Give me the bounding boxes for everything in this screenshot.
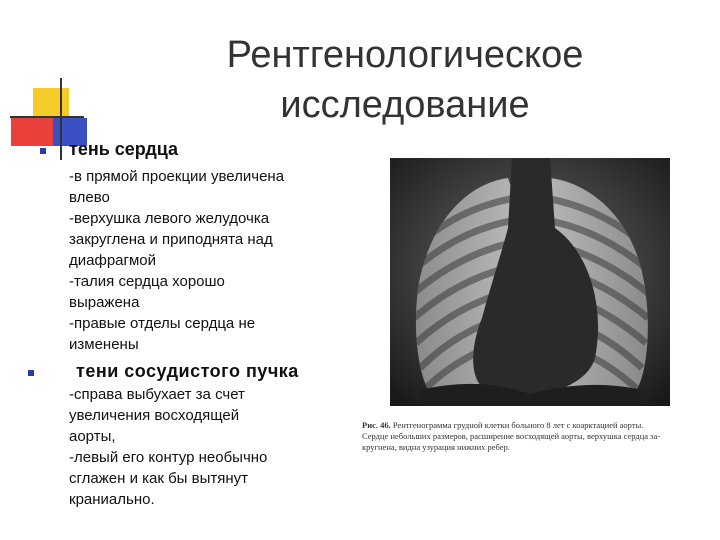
title-line-1: Рентгенологическое: [226, 34, 584, 76]
section-items-heart-shadow: [69, 166, 349, 355]
section-heading-heart-shadow: тень сердца: [69, 139, 179, 159]
bullet-marker: [40, 148, 46, 154]
caption-line-1: [362, 420, 692, 431]
caption-line-2: Сердце небольших размеров, расширение восходящей аорты, верхушка сердца за-: [362, 431, 661, 441]
list-item: -справа выбухает за счет увеличения восходящей аорты,: [69, 386, 245, 445]
section-items-vascular-bundle: [69, 384, 349, 510]
figure-caption: [362, 420, 692, 453]
chest-xray-image: [390, 158, 670, 406]
section-heading-vascular-bundle: тени сосудистого пучка: [76, 361, 299, 381]
list-item: -правые отделы сердца не изменены: [69, 315, 256, 353]
caption-figure-label: Рис. 46.: [362, 420, 391, 430]
caption-line-3: кругнена, видна узурация нижних ребер.: [362, 442, 510, 452]
list-item: -левый его контур необычно сглажен и как бы вытянут краниально.: [69, 449, 268, 508]
caption-line-1-text: Рентгенограмма грудной клетки больного 8 лет с коарктацией аорты.: [392, 420, 644, 430]
decor-red-square: [11, 116, 53, 146]
list-item: -талия сердца хорошо выражена: [69, 273, 225, 311]
title-line-2: исследование: [280, 84, 530, 126]
bullet-marker: [28, 370, 34, 376]
decor-vertical-line: [60, 78, 62, 160]
list-item: -верхушка левого желудочка закруглена и приподнята над диафрагмой: [69, 210, 273, 269]
decor-horizontal-line: [10, 116, 84, 118]
slide-title: [180, 30, 630, 130]
list-item: -в прямой проекции увеличена влево: [69, 168, 285, 206]
